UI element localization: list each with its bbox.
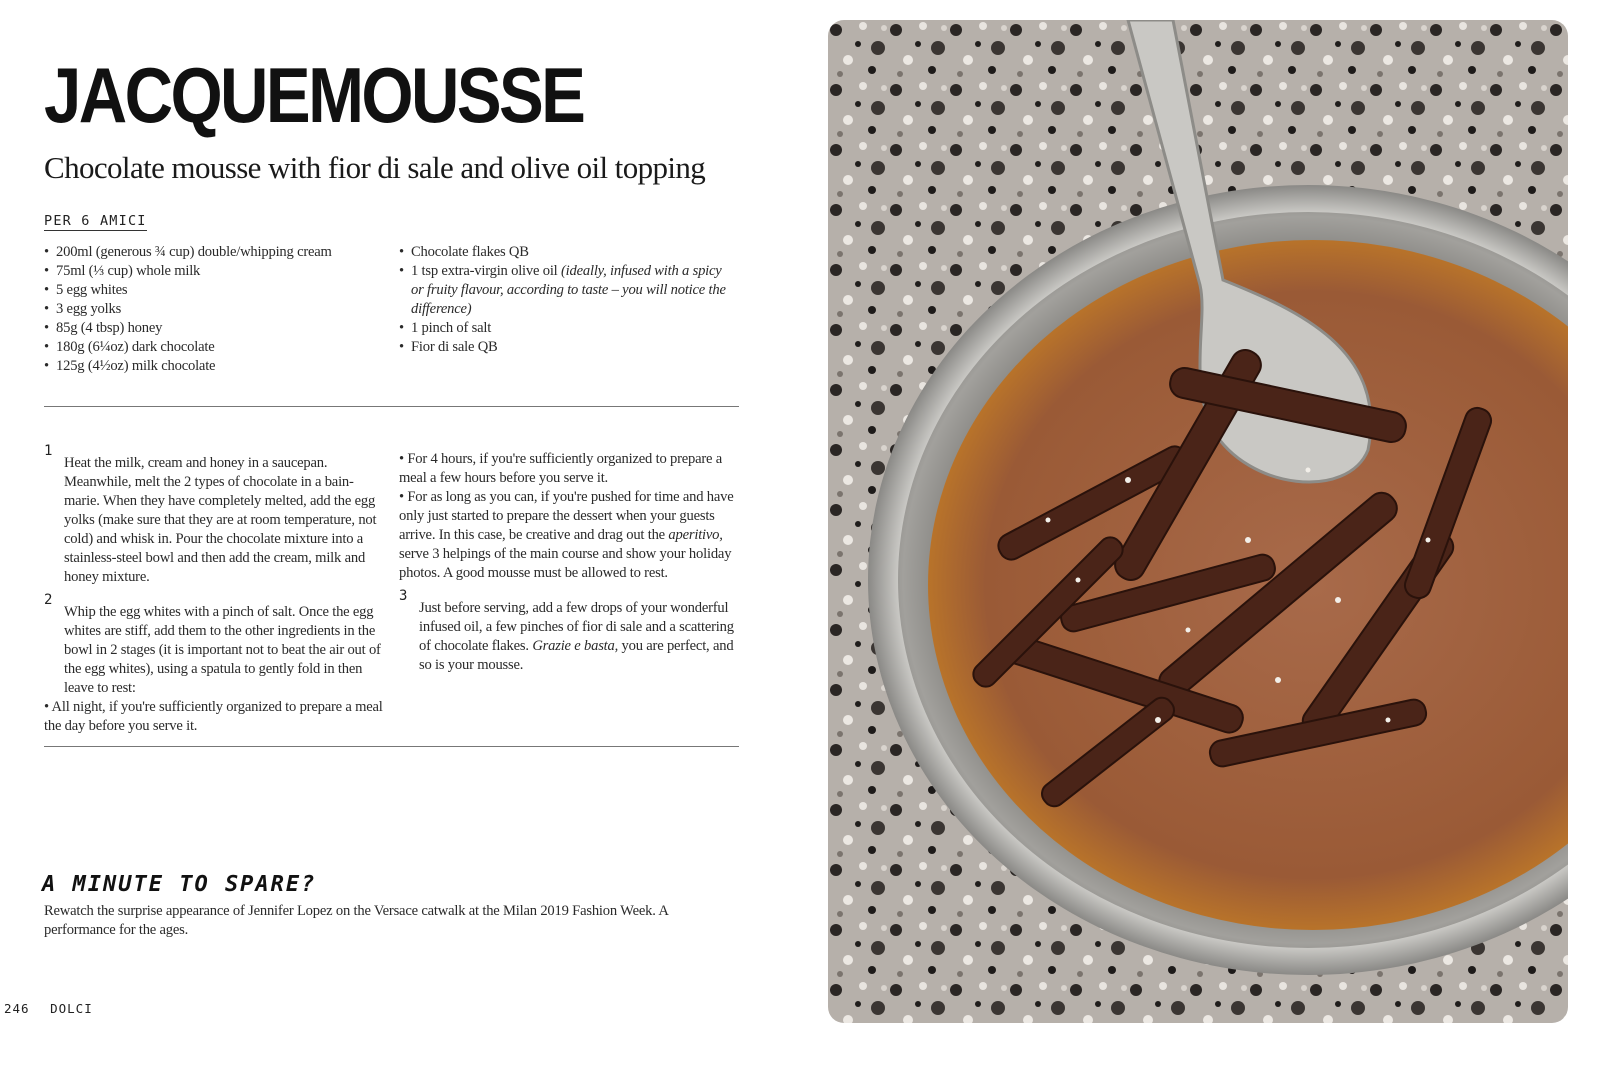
bullet-text: serve 3 helpings of the main course and show your holiday photos. A good mousse must be allowed to rest. (399, 546, 732, 581)
ingredient-item: • 1 pinch of salt (399, 319, 734, 338)
recipe-title: JACQUEMOUSSE (44, 51, 584, 139)
ingredient-item: • 85g (4 tbsp) honey (44, 319, 374, 338)
method-column-1 (44, 440, 387, 736)
bullet-italic: aperitivo, (668, 527, 723, 543)
ingredient-note: (ideally, infused with a spicy or fruity flavour, according to taste – you will notice the difference) (411, 263, 726, 317)
recipe-subtitle: Chocolate mousse with fior di sale and olive oil topping (44, 150, 706, 185)
serves-text: PER 6 AMICI (44, 213, 147, 229)
ingredient-item: • 200ml (generous ¾ cup) double/whipping cream (44, 243, 374, 262)
ingredient-item: • 3 egg yolks (44, 300, 374, 319)
chocolate-mousse-photo (828, 20, 1568, 1023)
divider-bottom (44, 746, 739, 747)
ingredient-item: • 125g (4½oz) milk chocolate (44, 357, 374, 376)
step-bullet (399, 488, 739, 583)
step-number: 3 (399, 588, 408, 604)
ingredient-item: • 5 egg whites (44, 281, 374, 300)
step-number: 1 (44, 443, 53, 459)
ingredients-list-1 (44, 243, 374, 376)
page-number: 246 (4, 1001, 30, 1016)
spare-text: Rewatch the surprise appearance of Jennifer Lopez on the Versace catwalk at the Milan 2019 Fashion Week. A performance for the ages. (44, 903, 668, 938)
step-3-italic: Grazie e basta, (532, 638, 619, 654)
page-footer (4, 1001, 105, 1016)
divider-top (44, 406, 739, 407)
step-text (44, 603, 387, 698)
step-2-text: Whip the egg whites with a pinch of salt. Once the egg whites are stiff, add them to the other ingredients in the bowl in 2 stages (it is important not to beat the air out of the egg whites), using a spatula to gently fold in then leave to rest: (64, 604, 381, 696)
ingredient-item: • 75ml (⅓ cup) whole milk (44, 262, 374, 281)
step-bullet: • All night, if you're sufficiently organized to prepare a meal the day before you serve it. (44, 699, 383, 734)
serves-label (44, 213, 147, 229)
section-name: DOLCI (50, 1001, 93, 1016)
ingredient-item: • 180g (6¼oz) dark chocolate (44, 338, 374, 357)
step-bullet: • For 4 hours, if you're sufficiently organized to prepare a meal a few hours before you serve it. (399, 451, 723, 486)
step-3-text: you are perfect, and so is your mousse. (419, 638, 734, 673)
step-number: 2 (44, 592, 53, 608)
bullet-text: • For as long as you can, if you're pushed for time and have only just started to prepare the dessert when your guests arrive. In this case, be creative and drag out the (399, 489, 734, 543)
step-text (399, 599, 739, 675)
ingredient-main: 1 tsp extra-virgin olive oil (411, 263, 561, 279)
spare-title: A MINUTE TO SPARE? (42, 872, 317, 897)
method-column-2 (399, 450, 739, 675)
step-3-text: Just before serving, add a few drops of your wonderful infused oil, a few pinches of fior di sale and a scattering of chocolate flakes. (419, 600, 734, 654)
ingredient-item-olive-oil (399, 262, 734, 319)
step-1-text: Heat the milk, cream and honey in a saucepan. Meanwhile, melt the 2 types of chocolate in a bain-marie. When they have completely melted, add the egg yolks (make sure that they are at room temperature, not cold) and whisk in. Pour the chocolate mixture into a stainless-steel bowl and then add the cream, milk and honey mixture. (64, 455, 377, 585)
step-text (44, 454, 387, 587)
photo-illustration (828, 20, 1568, 1023)
ingredients-list-2 (399, 243, 734, 357)
ingredient-item: • Chocolate flakes QB (399, 243, 734, 262)
ingredient-item: • Fior di sale QB (399, 338, 734, 357)
